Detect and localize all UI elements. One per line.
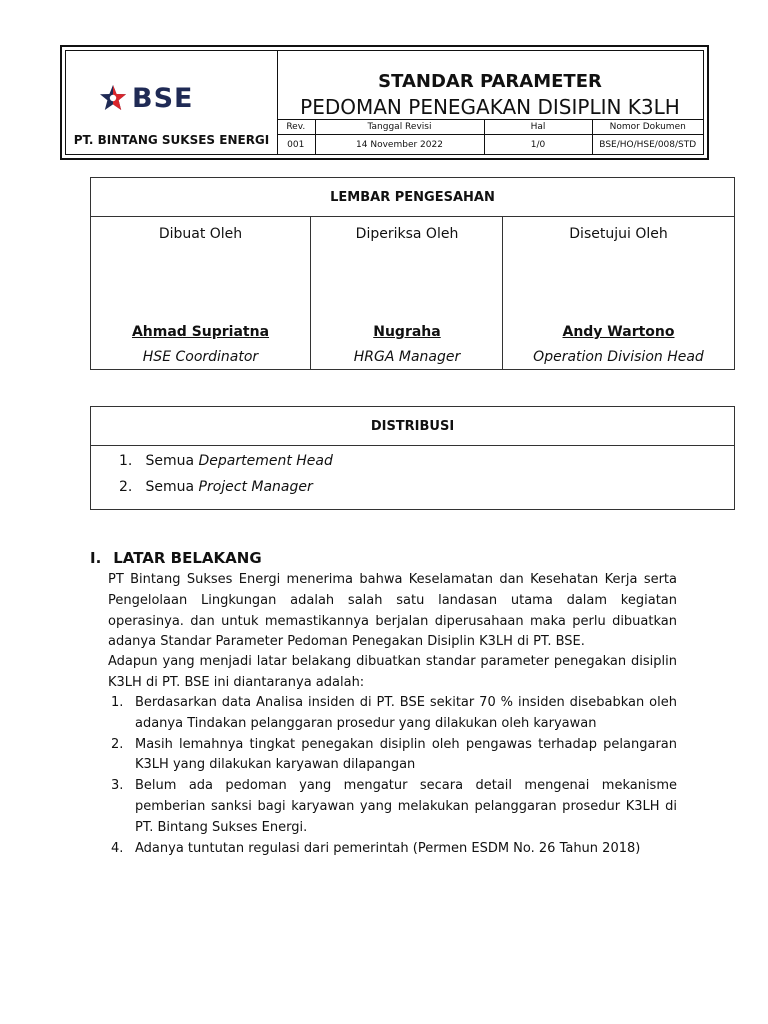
section-title: LATAR BELAKANG — [113, 549, 262, 567]
list-item-text: Masih lemahnya tingkat penegakan disiplin oleh pengawas terhadap pelangaran K3LH yang dilakukan karyawan dilapangan — [135, 736, 677, 773]
document-header — [60, 45, 709, 160]
meta-label: Hal — [484, 120, 592, 135]
approval-heading: Disetujui Oleh — [569, 226, 668, 242]
revision-value: 001 — [277, 135, 315, 155]
approval-title: LEMBAR PENGESAHAN — [91, 178, 734, 217]
approver-position: HRGA Manager — [353, 349, 461, 365]
header-inner-frame — [65, 50, 704, 155]
meta-label: Tanggal Revisi — [315, 120, 484, 135]
background-paragraph-1: PT Bintang Sukses Energi menerima bahwa Keselamatan dan Kesehatan Kerja serta Pengelolaan Lingkungan adalah salah satu landasan utama dalam kegiatan operasinya. dan untuk memastikannya berjalan diperusahaan maka perlu dibuatkan adanya Standar Parameter Pedoman Penegakan Disiplin K3LH di PT. BSE. — [108, 572, 677, 650]
approval-column-approved — [502, 216, 734, 369]
meta-label: Rev. — [277, 120, 315, 135]
distribution-item-prefix: Semua — [145, 453, 195, 469]
list-item-number: 1. — [111, 695, 124, 710]
approval-column-created — [91, 216, 310, 369]
section-heading — [90, 549, 262, 567]
list-item-number: 3. — [111, 778, 124, 794]
approver-position: HSE Coordinator — [142, 349, 259, 365]
background-paragraph-2: Adapun yang menjadi latar belakang dibuatkan standar parameter penegakan disiplin K3LH di PT. BSE ini diantaranya adalah: — [108, 654, 677, 690]
distribution-table — [90, 406, 735, 510]
meta-value-row — [277, 135, 703, 155]
distribution-item-number: 2. — [119, 479, 133, 495]
approval-sheet-table — [90, 177, 735, 370]
document-title-line2: PEDOMAN PENEGAKAN DISIPLIN K3LH — [300, 95, 680, 119]
section-number: I. — [90, 549, 102, 567]
meta-label-row — [277, 120, 703, 135]
list-item-text: Berdasarkan data Analisa insiden di PT. BSE sekitar 70 % insiden disebabkan oleh adanya Tindakan pelanggaran prosedur yang dilakukan oleh karyawan — [135, 695, 677, 731]
document-number-value: BSE/HO/HSE/008/STD — [592, 135, 703, 155]
approver-position: Operation Division Head — [533, 349, 704, 365]
page-value: 1/0 — [484, 135, 592, 155]
list-item — [108, 839, 677, 860]
distribution-item — [119, 453, 333, 469]
document-meta-table — [277, 119, 703, 154]
distribution-item-number: 1. — [119, 453, 133, 469]
list-item-text: Adanya tuntutan regulasi dari pemerintah (Permen ESDM No. 26 Tahun 2018) — [135, 840, 641, 856]
header-logo-cell — [66, 51, 278, 154]
revision-date-value: 14 November 2022 — [315, 135, 484, 155]
approval-heading: Dibuat Oleh — [158, 226, 243, 242]
list-item-number: 2. — [111, 736, 124, 752]
list-item-text: Belum ada pedoman yang mengatur secara detail mengenai mekanisme pemberian sanksi bagi karyawan yang melakukan pelanggaran prosedur K3LH di PT. Bintang Sukses Energi. — [135, 778, 677, 835]
approver-name: Andy Wartono — [562, 324, 675, 340]
distribution-item — [119, 479, 313, 495]
header-title-cell — [277, 51, 703, 154]
approval-heading: Diperiksa Oleh — [355, 226, 459, 242]
company-name: PT. BINTANG SUKSES ENERGI — [73, 133, 270, 147]
company-logo — [98, 81, 193, 115]
list-item — [108, 776, 677, 838]
star-logo-icon — [98, 83, 128, 113]
approver-name: Nugraha — [373, 324, 441, 340]
list-item — [108, 693, 677, 735]
meta-label: Nomor Dokumen — [592, 120, 703, 135]
distribution-item-prefix: Semua — [145, 479, 195, 495]
distribution-item-role: Departement Head — [198, 453, 333, 469]
distribution-item-role: Project Manager — [198, 479, 313, 495]
logo-text: BSE — [132, 82, 194, 114]
document-title-line1: STANDAR PARAMETER — [378, 71, 602, 92]
approval-column-checked — [310, 216, 503, 369]
approver-name: Ahmad Supriatna — [131, 324, 270, 340]
list-item — [108, 735, 677, 777]
list-item-number: 4. — [111, 840, 124, 856]
background-reasons-list — [108, 693, 677, 859]
distribution-title: DISTRIBUSI — [91, 407, 734, 446]
